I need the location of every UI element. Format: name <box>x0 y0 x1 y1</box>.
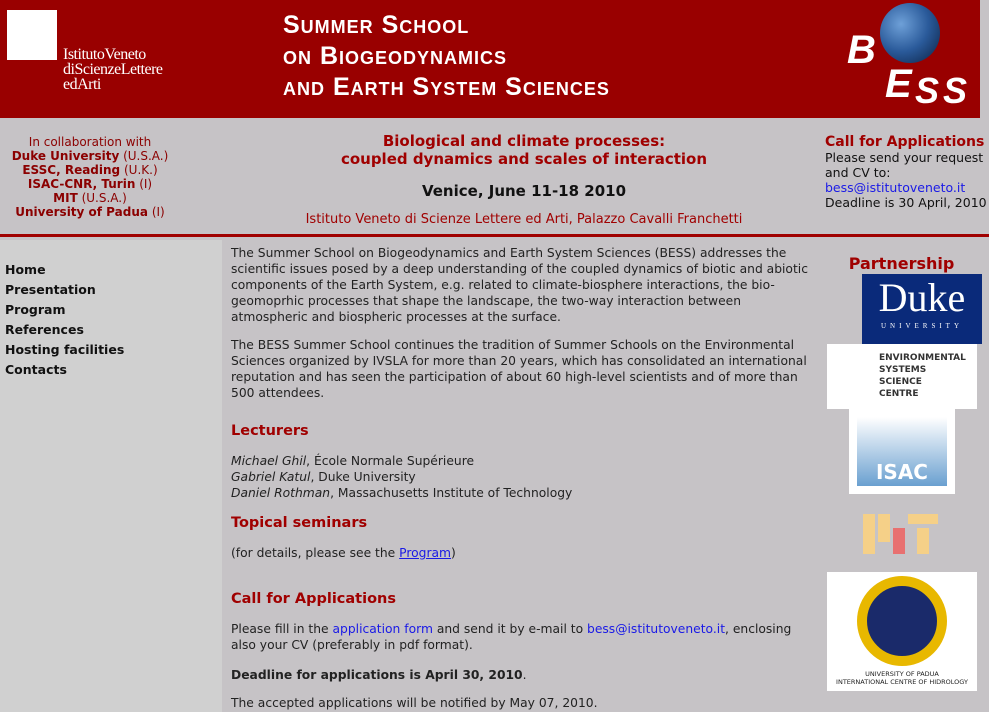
collab-intro: In collaboration with <box>28 135 152 149</box>
sidebar <box>0 240 222 712</box>
logo-line: IstitutoVeneto <box>63 46 146 63</box>
cfa-text: Please fill in the application form and send it by e-mail to bess@istitutoveneto.it, enclosing also your CV (preferably in pdf format). <box>231 622 792 652</box>
mit-logo[interactable] <box>863 514 943 554</box>
essc-logo[interactable]: ENVIRONMENTAL SYSTEMS SCIENCE CENTRE <box>827 344 977 409</box>
event-info <box>230 132 818 227</box>
lecturer: Gabriel Katul, Duke University <box>231 470 416 484</box>
event-venue: Istituto Veneto di Scienze Lettere ed Arti, Palazzo Cavalli Franchetti <box>305 212 743 227</box>
cfa-box <box>825 135 989 210</box>
nav-home[interactable]: Home <box>5 262 46 277</box>
nav-hosting-facilities[interactable]: Hosting facilities <box>5 342 125 357</box>
program-link[interactable]: Program <box>399 546 452 560</box>
isac-logo[interactable]: ISAC <box>849 409 955 494</box>
info-band <box>0 118 989 237</box>
bess-logo <box>845 0 980 118</box>
cfa-box-text: Please send your request and CV to: <box>825 150 984 180</box>
bess-letter: S <box>915 70 940 111</box>
partnership-heading: Partnership <box>848 254 955 273</box>
main-content <box>222 240 820 712</box>
ivsla-logo-text <box>63 47 163 92</box>
site-title <box>283 10 610 103</box>
partnership-panel <box>820 240 989 712</box>
event-subtitle: Biological and climate processes: <box>382 132 666 150</box>
nav-presentation[interactable]: Presentation <box>5 282 96 297</box>
deadline-text: Deadline for applications is April 30, 2010. <box>231 668 527 682</box>
cfa-email-link[interactable]: bess@istitutoveneto.it <box>825 180 966 195</box>
lecturer: Daniel Rothman, Massachusetts Institute of Technology <box>231 486 573 500</box>
cfa-box-title: Call for Applications <box>825 134 985 150</box>
title-line: and Earth System Sciences <box>283 73 610 101</box>
bess-letter: E <box>885 62 912 106</box>
seminars-heading: Topical seminars <box>231 515 368 531</box>
notification-text: The accepted applications will be notified by May 07, 2010. <box>231 696 598 710</box>
globe-icon <box>880 3 940 63</box>
lecturer: Michael Ghil, École Normale Supérieure <box>231 454 475 468</box>
tradition-paragraph: The BESS Summer School continues the tradition of Summer Schools on the Environmental Sciences organized by IVSLA for more than 20 years, which has consolidated an international reputation and has seen the participation of about 60 high-level scientists and of more than 500 attendees. <box>231 338 807 400</box>
padua-seal-icon <box>857 576 947 666</box>
bess-letter: B <box>847 28 876 72</box>
ivsla-logo-icon[interactable] <box>7 10 57 60</box>
nav-references[interactable]: References <box>5 322 84 337</box>
bess-letter: S <box>943 70 968 111</box>
event-date: Venice, June 11-18 2010 <box>421 182 627 200</box>
event-subtitle: coupled dynamics and scales of interaction <box>340 150 708 168</box>
collab-partner: University of Padua (I) <box>15 205 165 219</box>
email-link[interactable]: bess@istitutoveneto.it <box>587 622 726 636</box>
title-line: Summer School <box>283 11 470 39</box>
nav-program[interactable]: Program <box>5 302 66 317</box>
collab-partner: MIT (U.S.A.) <box>53 191 127 205</box>
logo-line: diScienzeLettere <box>63 61 163 78</box>
logo-line: edArti <box>63 76 101 93</box>
header <box>0 0 980 118</box>
lecturers-heading: Lecturers <box>231 423 309 439</box>
collab-partner: ESSC, Reading (U.K.) <box>22 163 158 177</box>
padua-logo[interactable]: UNIVERSITY OF PADUA INTERNATIONAL CENTRE OF HIDROLOGY <box>827 572 977 691</box>
title-line: on Biogeodynamics <box>283 42 508 70</box>
duke-logo[interactable]: Duke UNIVERSITY <box>862 274 982 344</box>
application-form-link[interactable]: application form <box>332 622 433 636</box>
cfa-heading: Call for Applications <box>231 591 397 607</box>
seminars-text: (for details, please see the Program) <box>231 546 456 560</box>
nav-menu <box>0 240 222 380</box>
collab-partner: ISAC-CNR, Turin (I) <box>27 177 153 191</box>
nav-contacts[interactable]: Contacts <box>5 362 67 377</box>
intro-paragraph: The Summer School on Biogeodynamics and Earth System Sciences (BESS) addresses the scientific issues posed by a deep understanding of the coupled dynamics of biotic and abiotic components of the Earth System, e.g. related to climate-biosphere interactions, the bio-geomoprhic processes that shape the landscape, the two-way interaction between atmospheric and biospheric processes at the surface. <box>231 246 808 324</box>
collaboration-list <box>0 135 180 219</box>
cfa-deadline: Deadline is 30 April, 2010 <box>825 195 987 210</box>
collab-partner: Duke University (U.S.A.) <box>11 149 169 163</box>
